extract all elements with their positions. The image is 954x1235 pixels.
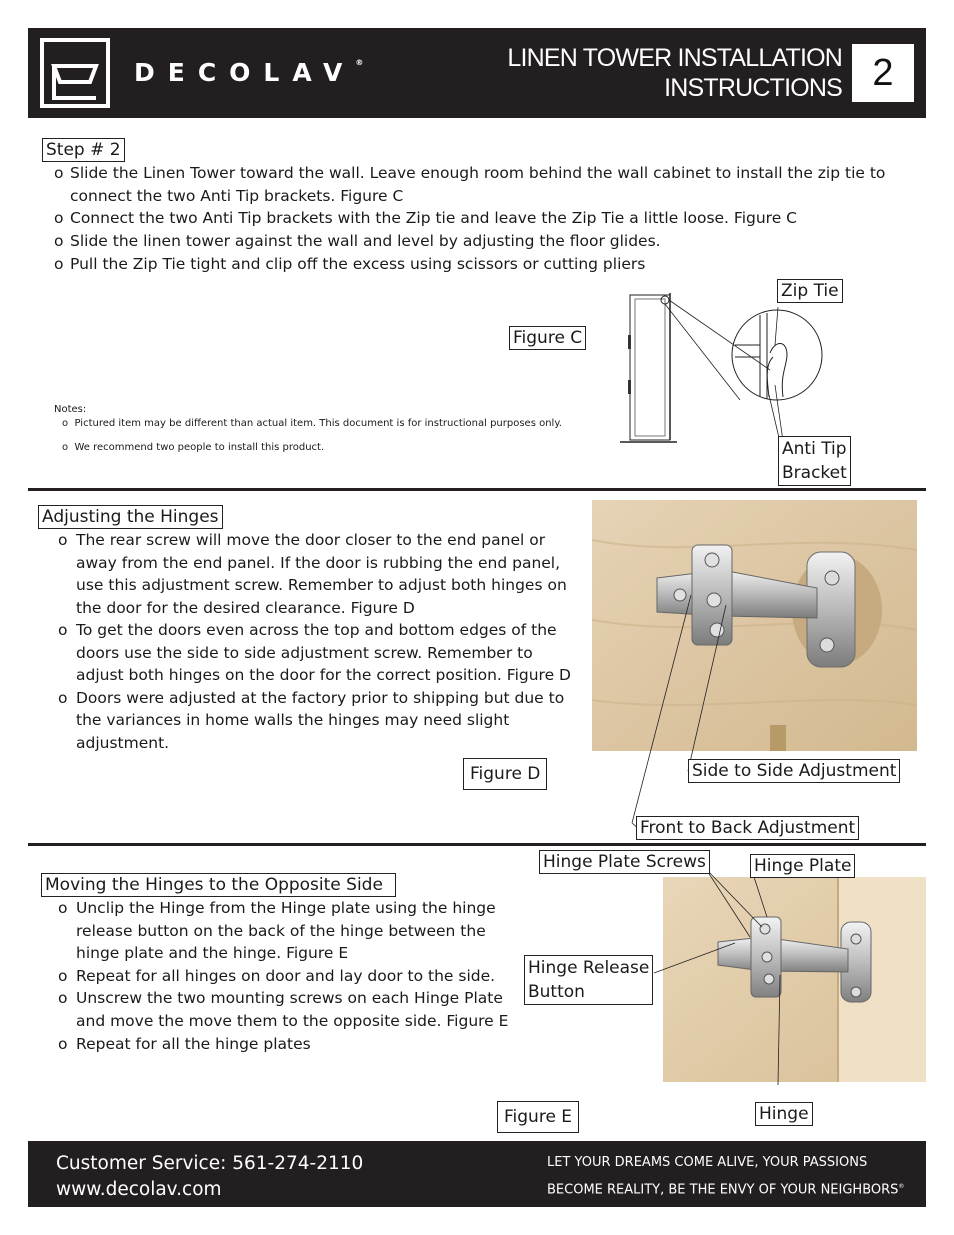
list-item: o Repeat for all hinges on door and lay door to the side. (58, 966, 496, 985)
figure-d-callout-lines (626, 595, 746, 835)
callout-hinge-plate-screws: Hinge Plate Screws (539, 850, 710, 874)
section-divider (28, 488, 926, 491)
list-item: o Slide the Linen Tower toward the wall. Leave enough room behind the wall cabinet to install the zip tie to connect the two Anti Tip brackets. Figure C (54, 164, 886, 205)
callout-anti-tip-bracket: Anti Tip Bracket (778, 436, 851, 486)
list-item: o Repeat for all the hinge plates (58, 1035, 311, 1053)
page-title: LINEN TOWER INSTALLATION INSTRUCTIONS (507, 44, 842, 102)
figure-d-label: Figure D (463, 758, 547, 790)
page-number: 2 (852, 44, 914, 102)
callout-hinge-release-button: Hinge Release Button (524, 955, 653, 1005)
figure-c-illustration (615, 285, 845, 460)
adjusting-hinges-label: Adjusting the Hinges (38, 505, 223, 529)
list-item: o Unscrew the two mounting screws on each Hinge Plate and move the move them to the opposite side. Figure E (58, 989, 509, 1030)
list-item: o To get the doors even across the top and bottom edges of the doors use the side to side adjustment screw. Remember to adjust both hinges on the door for the correct position. Figure D (58, 621, 571, 684)
footer-contact (56, 1151, 363, 1203)
footer-bar (28, 1141, 926, 1207)
figure-c-label: Figure C (509, 326, 586, 350)
figure-e-callout-lines (650, 865, 790, 1090)
list-item: o Pictured item may be different than actual item. This document is for instructional purposes only. (62, 418, 562, 429)
customer-service-phone: Customer Service: 561-274-2110 (56, 1153, 364, 1174)
footer-tagline: LET YOUR DREAMS COME ALIVE, YOUR PASSIONS BECOME REALITY, BE THE ENVY OF YOUR NEIGHBORS® (547, 1155, 905, 1198)
callout-front-to-back: Front to Back Adjustment (636, 816, 859, 840)
decolav-logo-icon (40, 38, 110, 108)
callout-hinge-plate: Hinge Plate (750, 854, 855, 878)
website-link[interactable]: www.decolav.com (56, 1179, 222, 1200)
step-2-list (54, 162, 904, 276)
list-item: o Unclip the Hinge from the Hinge plate using the hinge release button on the back of the hinge between the hinge plate and the hinge. Figure E (58, 899, 496, 962)
brand-name: DECOLAV® (134, 58, 364, 87)
section-divider (28, 843, 926, 846)
notes-heading: Notes: (54, 404, 87, 415)
step-2-label: Step # 2 (42, 138, 125, 162)
list-item: o Slide the linen tower against the wall and level by adjusting the floor glides. (54, 231, 661, 250)
list-item: o We recommend two people to install this product. (62, 442, 325, 453)
callout-zip-tie: Zip Tie (777, 279, 843, 303)
moving-hinges-label: Moving the Hinges to the Opposite Side (41, 873, 396, 897)
adjusting-hinges-list (58, 529, 578, 754)
moving-hinges-list (58, 897, 513, 1056)
header-bar (28, 28, 926, 118)
list-item: o Pull the Zip Tie tight and clip off the excess using scissors or cutting pliers (54, 255, 646, 273)
list-item: o Connect the two Anti Tip brackets with the Zip tie and leave the Zip Tie a little loose. Figure C (54, 209, 797, 227)
callout-side-to-side: Side to Side Adjustment (688, 759, 900, 783)
figure-e-label: Figure E (497, 1101, 579, 1133)
list-item: o Doors were adjusted at the factory prior to shipping but due to the variances in home walls the hinges may need slight adjustment. (58, 688, 565, 752)
list-item: o The rear screw will move the door closer to the end panel or away from the end panel. If the door is rubbing the end panel, use this adjustment screw. Remember to adjust both hinges on the door for the desired clearance. Figure D (58, 531, 567, 617)
notes (54, 403, 614, 455)
callout-hinge: Hinge (755, 1102, 813, 1126)
